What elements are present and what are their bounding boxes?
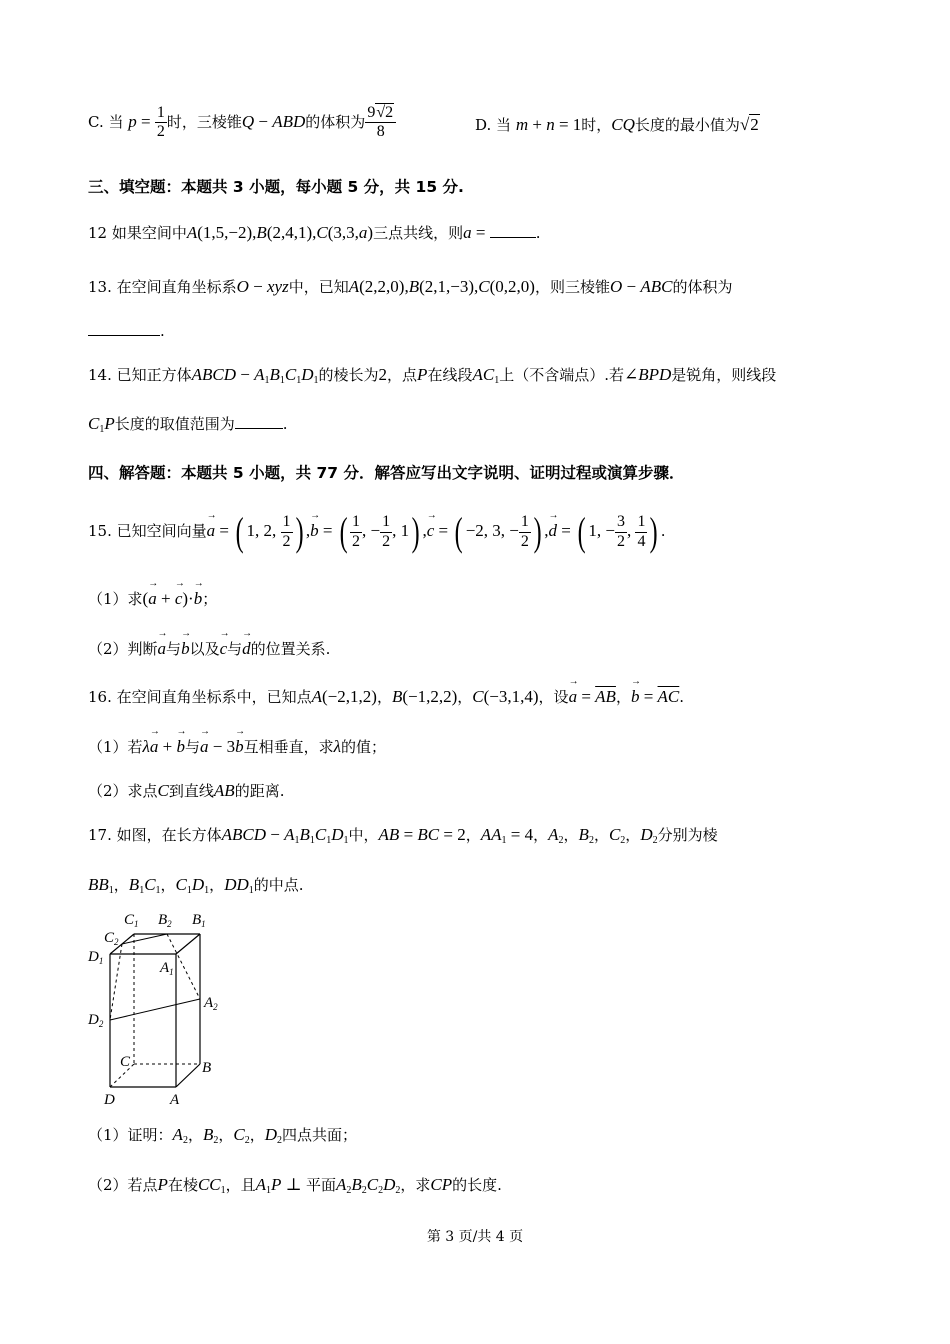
question-16-part2: （2）求点C到直线AB的距离. <box>88 781 285 800</box>
svg-text:B2: $B_2$ <box>158 912 172 929</box>
svg-text:C2: $C_2$ <box>104 930 119 947</box>
question-16-part1: （1）若λ→ a + → b与→ a − 3→ b互相垂直，求λ的值； <box>88 738 386 755</box>
question-13: 13. 在空间直角坐标系O − xyz中，已知A(2,2,0),B(2,1,−3),C(0,2,0)，则三棱锥O − ABC的体积为 <box>88 277 733 296</box>
option-c: C. 当 p = $\frac{1}{2}$ 时，三棱锥Q − ABD的体积为 $\frac{9√2}{8}$ <box>88 104 396 142</box>
option-d: D. 当 m + n = 1时，CQ长度的最小值为√2 <box>475 115 759 134</box>
question-17: 17. 如图，在长方体ABCD − $A_1B_1C_1D_1$中，AB = BC = 2，$AA_1 = 4$，$A_2$，$B_2$，$C_2$，$D_2$分别为棱 <box>88 825 718 846</box>
page-footer: 第 3 页/共 4 页 <box>426 1229 524 1245</box>
svg-text:A1: $A_1$ <box>160 960 174 977</box>
option-d-end: 长度的最小值为 <box>634 116 740 134</box>
svg-text:A: A <box>170 1092 180 1108</box>
question-17-part1: （1）证明：$A_2$，$B_2$，$C_2$，$D_2$四点共面； <box>88 1125 358 1146</box>
question-15-part1: （1）求(→ a + → c)·→ b； <box>88 590 217 607</box>
svg-text:D2: $D_2$ <box>88 1012 104 1029</box>
svg-text:A2: $A_2$ <box>204 995 218 1012</box>
option-c-prefix: C. 当 <box>88 112 124 131</box>
svg-text:B1: $B_1$ <box>192 912 206 929</box>
question-16: 16. 在空间直角坐标系中，已知点A(−2,1,2)，B(−1,2,2)，C(−3,1,4)，设→ $a = \overline{AB}$，→ $b = \overline{AC}$. <box>88 688 684 705</box>
section-3-title: 三、填空题：本题共 3 小题，每小题 5 分，共 15 分. <box>88 178 464 196</box>
question-14: 14. 已知正方体ABCD − $A_1B_1C_1D_1$的棱长为2，点P在线段$AC_1$上（不含端点）.若∠BPD是锐角，则线段 <box>88 365 777 386</box>
question-14-line2: $C_1P$长度的取值范围为 . <box>88 414 288 435</box>
question-12: 12 如果空间中A(1,5,−2),B(2,4,1),C(3,3,a)三点共线，则a = . <box>88 223 541 242</box>
question-15-part2: （2）判断→ a与→ b以及→ c与→ d的位置关系. <box>88 640 330 657</box>
question-15: 15. 已知空间向量→ a = ( 1, 2, $\frac{1}{2}$ ) ,→ b = ( $\frac{1}{2}$ , − $\frac{1}{2}$ , 1) ,→ c = ( −2, 3, − $\frac{1}{2}$ ) ,→ d = ( 1, − $\frac{3}{2}$ , $\frac{1}{4}$ ) . <box>88 512 666 552</box>
svg-text:C: C <box>120 1054 131 1070</box>
svg-text:C1: $C_1$ <box>124 912 139 929</box>
section-4-title: 四、解答题：本题共 5 小题，共 77 分．解答应写出文字说明、证明过程或演算步骤． <box>88 464 685 482</box>
option-d-prefix: D. 当 <box>475 116 512 134</box>
svg-text:D: D <box>104 1092 115 1108</box>
option-c-vol: 的体积为 <box>305 112 366 131</box>
question-17-part2: （2）若点P在棱$CC_1$，且$A_1P$ ⊥ 平面$A_2B_2C_2D_2$，求CP的长度. <box>88 1175 502 1196</box>
question-13-blank: . <box>88 324 165 339</box>
question-17-line2: $BB_1$，$B_1C_1$，$C_1D_1$，$DD_1$的中点. <box>88 875 304 896</box>
svg-text:B: B <box>202 1060 212 1076</box>
cuboid-figure <box>84 904 234 1114</box>
option-d-mid: 时， <box>581 116 612 134</box>
option-c-mid: 时，三棱锥 <box>166 112 242 131</box>
svg-text:D1: $D_1$ <box>88 949 104 966</box>
